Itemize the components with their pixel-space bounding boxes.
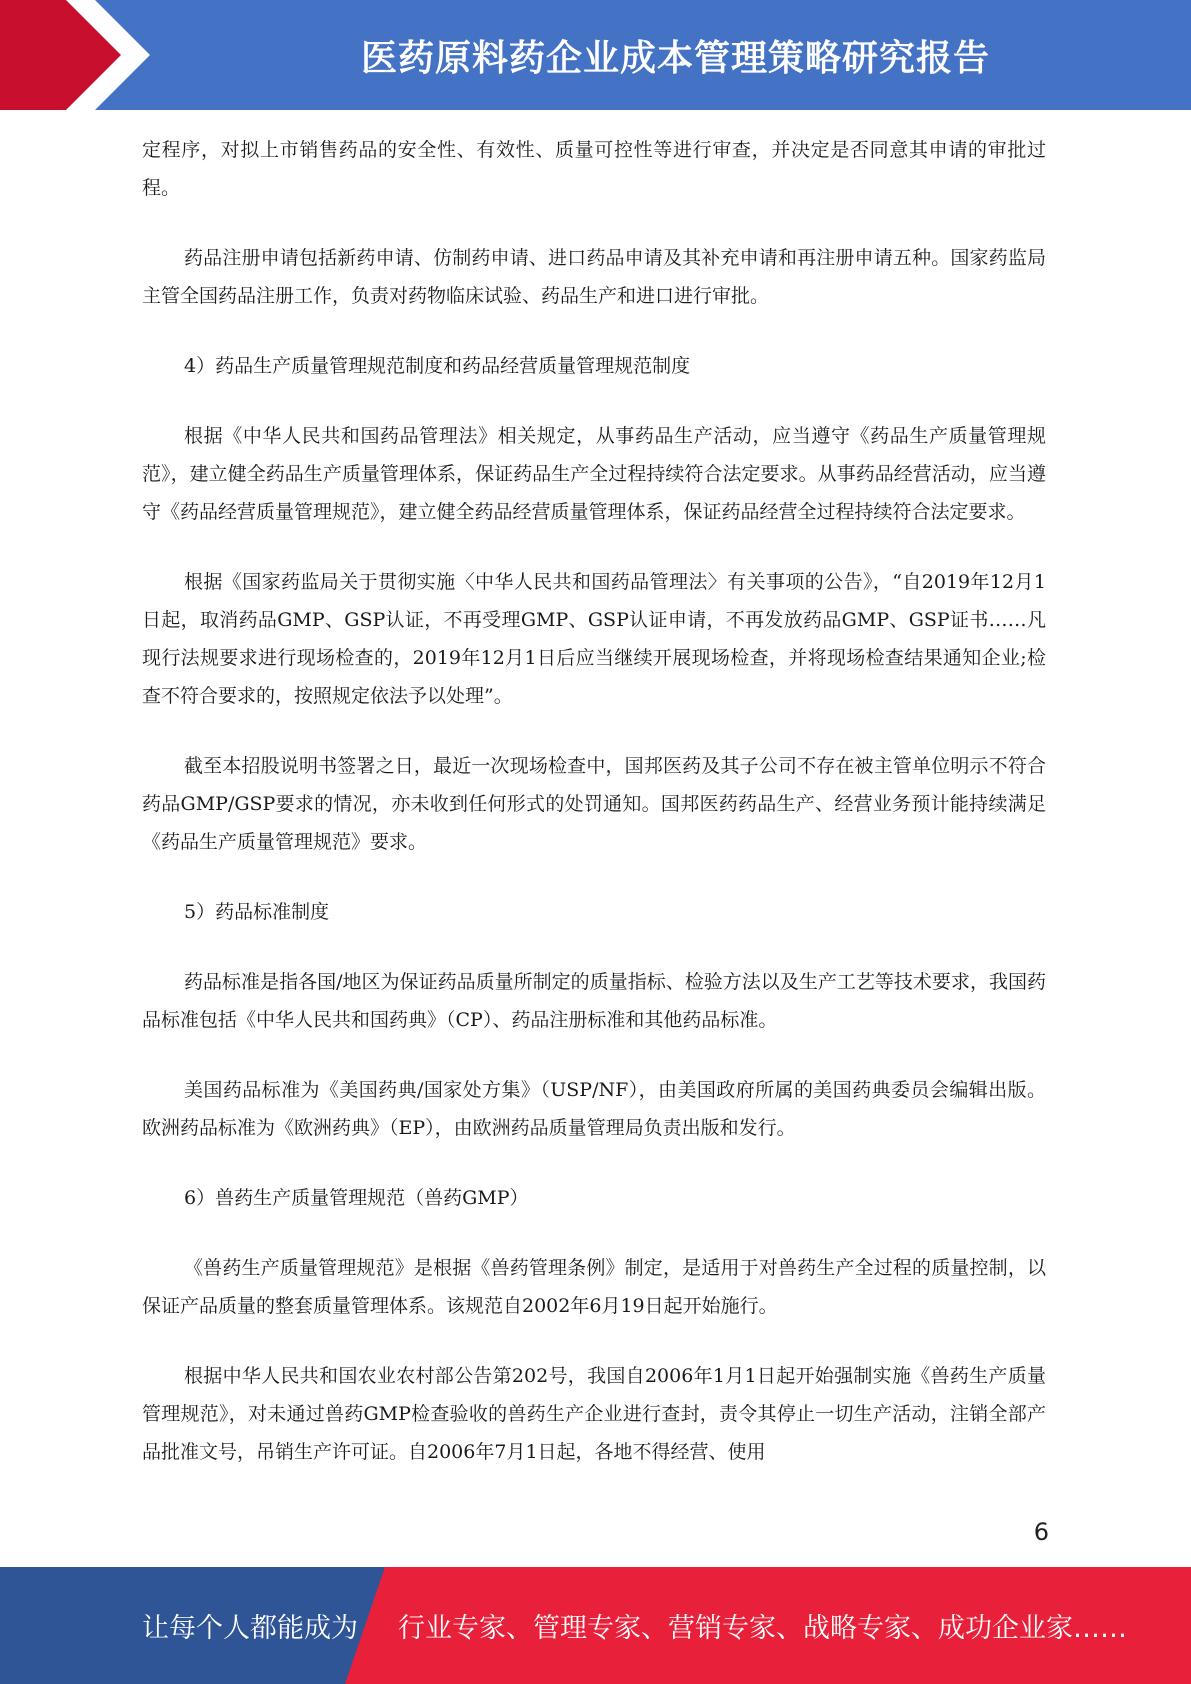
paragraph: 《兽药生产质量管理规范》是根据《兽药管理条例》制定，是适用于对兽药生产全过程的质量控制，以保证产品质量的整套质量管理体系。该规范自2002年6月19日起开始施行。 [142, 1257, 1046, 1317]
paragraph: 根据《中华人民共和国药品管理法》相关规定，从事药品生产活动，应当遵守《药品生产质量管理规范》，建立健全药品生产质量管理体系，保证药品生产全过程持续符合法定要求。从事药品经营活动，应当遵守《药品经营质量管理规范》，建立健全药品经营质量管理体系，保证药品经营全过程持续符合法定要求。 [142, 425, 1046, 523]
paragraph: 截至本招股说明书签署之日，最近一次现场检查中，国邦医药及其子公司不存在被主管单位明示不符合药品GMP/GSP要求的情况，亦未收到任何形式的处罚通知。国邦医药药品生产、经营业务预计能持续满足《药品生产质量管理规范》要求。 [142, 755, 1046, 853]
paragraph: 美国药品标准为《美国药典/国家处方集》（USP/NF），由美国政府所属的美国药典委员会编辑出版。欧洲药品标准为《欧洲药典》（EP），由欧洲药品质量管理局负责出版和发行。 [142, 1079, 1046, 1139]
paragraph: 药品标准是指各国/地区为保证药品质量所制定的质量指标、检验方法以及生产工艺等技术要求，我国药品标准包括《中华人民共和国药典》（CP）、药品注册标准和其他药品标准。 [142, 971, 1046, 1031]
section-heading: 6）兽药生产质量管理规范（兽药GMP） [184, 1187, 529, 1209]
document-title: 医药原料药企业成本管理策略研究报告 [360, 37, 990, 79]
section-heading: 4）药品生产质量管理规范制度和药品经营质量管理规范制度 [184, 355, 691, 377]
footer-slogan-right: 行业专家、管理专家、营销专家、战略专家、成功企业家…… [398, 1613, 1127, 1644]
footer-slogan-left: 让每个人都能成为 [142, 1613, 358, 1644]
paragraph: 定程序，对拟上市销售药品的安全性、有效性、质量可控性等进行审查，并决定是否同意其申请的审批过程。 [142, 139, 1046, 199]
page-number: 6 [1033, 1518, 1049, 1546]
section-heading: 5）药品标准制度 [184, 901, 330, 923]
page-footer [0, 1567, 1191, 1684]
paragraph: 根据《国家药监局关于贯彻实施〈中华人民共和国药品管理法〉有关事项的公告》，“自2019年12月1日起，取消药品GMP、GSP认证，不再受理GMP、GSP认证申请，不再发放药品GMP、GSP证书……凡现行法规要求进行现场检查的，2019年12月1日后应当继续开展现场检查，并将现场检查结果通知企业;检查不符合要求的，按照规定依法予以处理”。 [142, 571, 1046, 707]
chevron-arrow-icon [0, 0, 160, 110]
paragraph: 根据中华人民共和国农业农村部公告第202号，我国自2006年1月1日起开始强制实施《兽药生产质量管理规范》，对未通过兽药GMP检查验收的兽药生产企业进行查封，责令其停止一切生产活动，注销全部产品批准文号，吊销生产许可证。自2006年7月1日起，各地不得经营、使用 [142, 1365, 1046, 1463]
paragraph: 药品注册申请包括新药申请、仿制药申请、进口药品申请及其补充申请和再注册申请五种。国家药监局主管全国药品注册工作，负责对药物临床试验、药品生产和进口进行审批。 [142, 247, 1046, 307]
page-header [0, 0, 1191, 110]
body-text [142, 131, 1046, 1503]
